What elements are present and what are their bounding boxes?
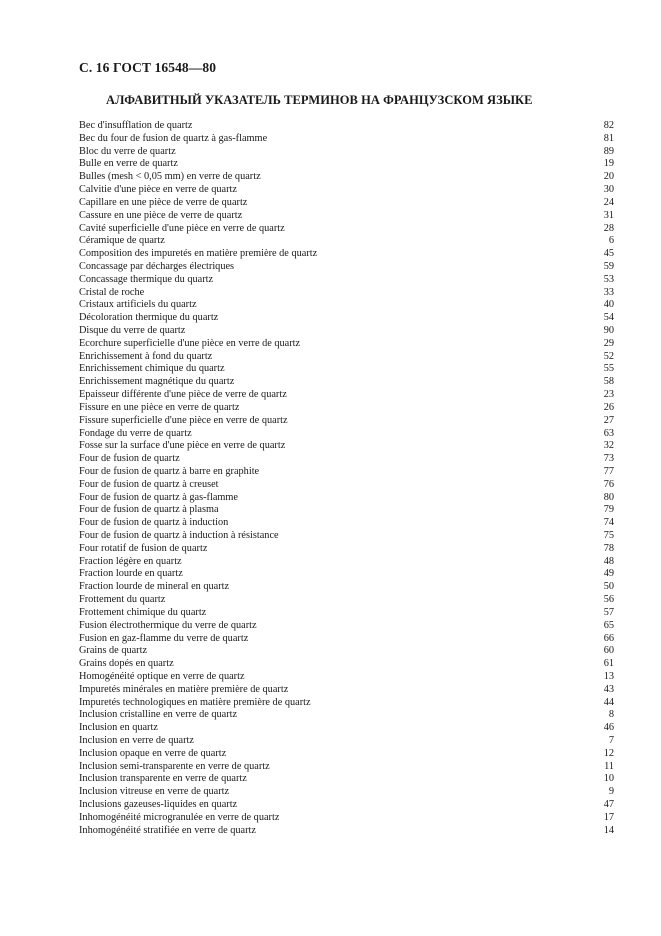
- entry-number: 45: [603, 248, 614, 260]
- index-entry: [79, 748, 614, 761]
- index-entry: [79, 658, 614, 671]
- entry-number: 65: [603, 619, 614, 631]
- entry-term: Four de fusion de quartz à barre en graphite: [79, 465, 260, 477]
- entry-number: 40: [603, 299, 614, 311]
- entry-term: Four de fusion de quartz à induction: [79, 517, 229, 529]
- index-entry: [79, 312, 614, 325]
- entry-term: Fraction lourde de mineral en quartz: [79, 581, 230, 593]
- entry-number: 20: [603, 171, 614, 183]
- index-entry: [79, 287, 614, 300]
- index-entry: [79, 325, 614, 338]
- index-entry: [79, 773, 614, 786]
- entry-number: 6: [608, 235, 614, 247]
- index-entry: [79, 274, 614, 287]
- entry-number: 74: [603, 517, 614, 529]
- entry-number: 60: [603, 645, 614, 657]
- index-entry: [79, 261, 614, 274]
- index-entry: [79, 517, 614, 530]
- index-entry: [79, 633, 614, 646]
- index-entry: [79, 146, 614, 159]
- index-entry: [79, 133, 614, 146]
- entry-number: 59: [603, 260, 614, 272]
- index-entry: [79, 440, 614, 453]
- index-entry: [79, 248, 614, 261]
- entry-term: Bec du four de fusion de quartz à gas-flamme: [79, 132, 268, 144]
- entry-term: Inclusion semi-transparente en verre de quartz: [79, 760, 270, 772]
- entry-term: Décoloration thermique du quartz: [79, 312, 219, 324]
- index-entry: [79, 543, 614, 556]
- entry-number: 47: [603, 799, 614, 811]
- index-entry: [79, 607, 614, 620]
- index-entry: [79, 645, 614, 658]
- index-entry: [79, 158, 614, 171]
- entry-number: 12: [603, 747, 614, 759]
- entry-number: 8: [608, 709, 614, 721]
- entry-number: 46: [603, 722, 614, 734]
- index-entry: [79, 338, 614, 351]
- entry-term: Fissure superficielle d'une pièce en verre de quartz: [79, 414, 288, 426]
- index-entry: [79, 235, 614, 248]
- entry-term: Four de fusion de quartz à creuset: [79, 478, 219, 490]
- index-entry: [79, 363, 614, 376]
- entry-term: Disque du verre de quartz: [79, 325, 186, 336]
- index-entry: [79, 299, 614, 312]
- entry-number: 23: [603, 389, 614, 401]
- index-entry: [79, 120, 614, 133]
- entry-term: Impuretés minérales en matière première de quartz: [79, 683, 289, 695]
- entry-number: 56: [603, 594, 614, 606]
- entry-term: Inhomogénéité microgranulée en verre de quartz: [79, 811, 280, 823]
- index-entry: [79, 351, 614, 364]
- entry-number: 28: [603, 222, 614, 234]
- entry-number: 30: [603, 184, 614, 196]
- entry-number: 78: [603, 542, 614, 554]
- entry-number: 11: [604, 760, 614, 772]
- index-entry: [79, 415, 614, 428]
- entry-term: Inclusion vitreuse en verre de quartz: [79, 786, 230, 798]
- entry-term: Epaisseur différente d'une pièce de verre de quartz: [79, 389, 287, 401]
- index-entry: [79, 735, 614, 748]
- index-entry: [79, 223, 614, 236]
- entry-term: Inhomogénéité stratifiée en verre de quartz: [79, 824, 256, 836]
- index-entry: [79, 428, 614, 441]
- entry-term: Fissure en une pièce en verre de quartz: [79, 401, 240, 413]
- index-entry: [79, 761, 614, 774]
- entry-number: 31: [603, 209, 614, 221]
- entry-term: Fosse sur la surface d'une pièce en verre de quartz: [79, 440, 286, 452]
- index-entry: [79, 210, 614, 223]
- index-entry: [79, 402, 614, 415]
- entry-number: 76: [603, 478, 614, 490]
- entry-term: Cristal de roche: [79, 286, 145, 298]
- entry-number: 44: [603, 696, 614, 708]
- index-entry: [79, 594, 614, 607]
- entry-term: Impuretés technologiques en matière première de quartz: [79, 696, 311, 708]
- entry-number: 73: [603, 453, 614, 465]
- entry-term: Four de fusion de quartz: [79, 453, 180, 465]
- entry-term: Ecorchure superficielle d'une pièce en verre de quartz: [79, 337, 301, 349]
- index-entry: [79, 581, 614, 594]
- index-entry: [79, 620, 614, 633]
- entry-number: 29: [603, 337, 614, 349]
- entry-term: Concassage thermique du quartz: [79, 273, 214, 285]
- index-entry: [79, 492, 614, 505]
- entry-term: Fraction lourde en quartz: [79, 568, 183, 580]
- entry-term: Frottement du quartz: [79, 594, 166, 606]
- entry-number: 57: [603, 606, 614, 618]
- entry-term: Inclusion transparente en verre de quartz: [79, 773, 247, 785]
- index-entry: [79, 389, 614, 402]
- index-entry: [79, 722, 614, 735]
- entry-term: Four de fusion de quartz à plasma: [79, 504, 219, 516]
- entry-number: 79: [603, 504, 614, 516]
- entry-term: Four de fusion de quartz à gas-flamme: [79, 491, 238, 503]
- entry-number: 80: [603, 491, 614, 503]
- index-entry: [79, 479, 614, 492]
- index-entry: [79, 197, 614, 210]
- entry-number: 55: [603, 363, 614, 375]
- entry-term: Inclusion cristalline en verre de quartz: [79, 709, 238, 721]
- entry-number: 49: [603, 568, 614, 580]
- entry-number: 10: [603, 773, 614, 785]
- index-entry: [79, 825, 614, 838]
- entry-number: 58: [603, 376, 614, 388]
- entry-term: Fusion électrothermique du verre de quartz: [79, 619, 257, 631]
- entry-number: 81: [603, 132, 614, 144]
- entry-number: 14: [603, 824, 614, 836]
- entry-term: Frottement chimique du quartz: [79, 606, 207, 618]
- entry-term: Inclusion en quartz: [79, 722, 158, 734]
- entry-term: Céramique de quartz: [79, 235, 165, 247]
- entry-term: Inclusion opaque en verre de quartz: [79, 747, 227, 759]
- entry-number: 52: [603, 350, 614, 362]
- entry-term: Fondage du verre de quartz: [79, 427, 192, 439]
- index-entry: [79, 530, 614, 543]
- entry-term: Bulle en verre de quartz: [79, 158, 178, 170]
- entry-term: Bec d'insufflation de quartz: [79, 120, 193, 131]
- entry-term: Cavité superficielle d'une pièce en verre de quartz: [79, 222, 285, 234]
- index-title: АЛФАВИТНЫЙ УКАЗАТЕЛЬ ТЕРМИНОВ НА ФРАНЦУЗСКОМ ЯЗЫКЕ: [106, 93, 533, 107]
- index-entry: [79, 684, 614, 697]
- entry-term: Enrichissement chimique du quartz: [79, 363, 225, 375]
- entry-number: 90: [603, 325, 614, 336]
- index-entry: [79, 376, 614, 389]
- entry-term: Bulles (mesh < 0,05 mm) en verre de quartz: [79, 171, 261, 183]
- entry-number: 61: [603, 658, 614, 670]
- index-entry: [79, 184, 614, 197]
- entry-term: Enrichissement magnétique du quartz: [79, 376, 235, 388]
- entry-number: 26: [603, 401, 614, 413]
- entry-term: Inclusions gazeuses-liquides en quartz: [79, 799, 238, 811]
- entry-term: Enrichissement à fond du quartz: [79, 350, 213, 362]
- index-entry: [79, 812, 614, 825]
- entry-number: 50: [603, 581, 614, 593]
- entry-number: 24: [603, 196, 614, 208]
- entry-number: 27: [603, 414, 614, 426]
- entry-number: 54: [603, 312, 614, 324]
- entry-term: Grains dopés en quartz: [79, 658, 174, 670]
- entry-number: 43: [603, 683, 614, 695]
- index-entry: [79, 786, 614, 799]
- entry-number: 19: [603, 158, 614, 170]
- entry-number: 77: [603, 465, 614, 477]
- entry-term: Fusion en gaz-flamme du verre de quartz: [79, 632, 249, 644]
- index-entry: [79, 556, 614, 569]
- entry-number: 82: [603, 120, 614, 131]
- entry-number: 53: [603, 273, 614, 285]
- index-entry: [79, 171, 614, 184]
- index-entry: [79, 671, 614, 684]
- entry-term: Four de fusion de quartz à induction à résistance: [79, 530, 279, 541]
- entry-number: 17: [603, 811, 614, 823]
- index-entry: [79, 799, 614, 812]
- entry-number: 13: [603, 670, 614, 682]
- page-header: С. 16 ГОСТ 16548—80: [79, 60, 217, 75]
- index-entry: [79, 453, 614, 466]
- entry-term: Calvitie d'une pièce en verre de quartz: [79, 184, 237, 196]
- entry-term: Inclusion en verre de quartz: [79, 735, 194, 746]
- entry-number: 33: [603, 286, 614, 298]
- entry-number: 66: [603, 632, 614, 644]
- entry-number: 48: [603, 555, 614, 567]
- index-entry: [79, 466, 614, 479]
- entry-term: Composition des impuretés en matière première de quartz: [79, 248, 318, 260]
- index-entries: [79, 120, 614, 838]
- entry-number: 7: [608, 735, 614, 746]
- entry-number: 63: [603, 427, 614, 439]
- entry-term: Capillare en une pièce de verre de quartz: [79, 196, 248, 208]
- entry-term: Homogénéité optique en verre de quartz: [79, 670, 245, 682]
- entry-number: 89: [603, 145, 614, 157]
- entry-number: 75: [603, 530, 614, 541]
- index-entry: [79, 568, 614, 581]
- index-entry: [79, 504, 614, 517]
- entry-term: Cassure en une pièce de verre de quartz: [79, 209, 243, 221]
- entry-term: Concassage par décharges électriques: [79, 260, 235, 272]
- index-entry: [79, 697, 614, 710]
- entry-term: Cristaux artificiels du quartz: [79, 299, 197, 311]
- entry-term: Fraction légère en quartz: [79, 555, 182, 567]
- entry-term: Four rotatif de fusion de quartz: [79, 542, 208, 554]
- entry-term: Bloc du verre de quartz: [79, 145, 176, 157]
- entry-number: 9: [608, 786, 614, 798]
- index-entry: [79, 709, 614, 722]
- entry-term: Grains de quartz: [79, 645, 148, 657]
- entry-number: 32: [603, 440, 614, 452]
